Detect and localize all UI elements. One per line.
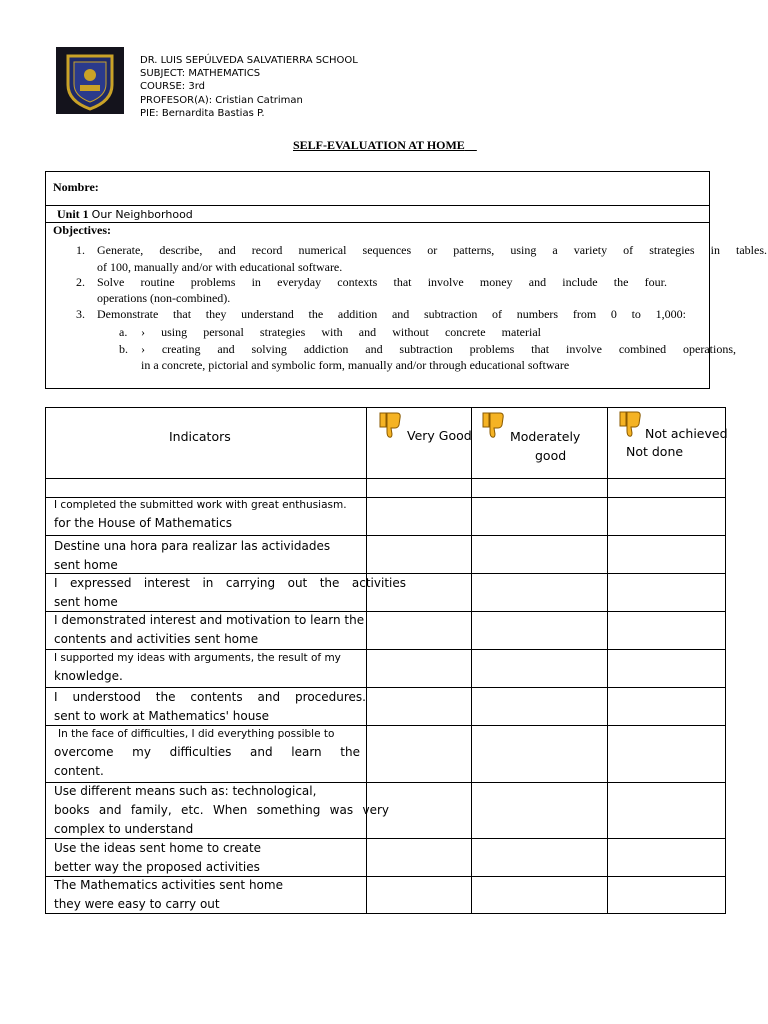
- indicator-text: Use the ideas sent home to create: [54, 841, 262, 855]
- table-row: [54, 688, 366, 726]
- thumbs-down-icon: [617, 410, 643, 438]
- table-border: [45, 535, 726, 536]
- indicator-text: overcome my difficulties and learn the: [54, 745, 360, 759]
- header-moderately-good: good: [535, 448, 567, 463]
- name-label: Nombre:: [53, 180, 99, 194]
- page-title: SELF-EVALUATION AT HOME: [293, 138, 465, 152]
- indicator-text: contents and activities sent home: [54, 632, 259, 646]
- indicator-text: knowledge.: [54, 669, 123, 683]
- table-row: [54, 839, 366, 877]
- indicator-text: better way the proposed activities: [54, 860, 260, 874]
- indicator-text: sent home: [54, 558, 118, 572]
- indicator-text: I expressed interest in carrying out the activities: [54, 576, 406, 590]
- indicator-text: I supported my ideas with arguments, the result of my: [54, 652, 341, 664]
- subject-line: SUBJECT: MATHEMATICS: [140, 68, 261, 79]
- table-row: [54, 574, 406, 612]
- indicator-text: I understood the contents and procedures.: [54, 690, 366, 704]
- sub-objective-text: › creating and solving addiction and subtraction problems that involve combined operations,: [141, 342, 736, 356]
- indicator-text: books and family, etc. When something was very: [54, 803, 389, 817]
- header-not-done: Not done: [626, 444, 684, 459]
- indicator-text: for the House of Mathematics: [54, 516, 232, 530]
- school-logo: [56, 47, 124, 114]
- teacher-line: PROFESOR(A): Cristian Catriman: [140, 95, 303, 106]
- indicator-text: I demonstrated interest and motivation to learn the: [54, 613, 365, 627]
- objective-text: Solve routine problems in everyday contexts that involve money and include the four.: [97, 275, 667, 289]
- unit-label: Unit 1: [57, 207, 89, 221]
- indicator-text: The Mathematics activities sent home: [54, 878, 283, 892]
- objectives-label: Objectives:: [53, 223, 111, 237]
- indicator-text: sent home: [54, 595, 118, 609]
- table-row: [54, 611, 366, 649]
- indicator-text: I completed the submitted work with great enthusiasm.: [54, 499, 347, 511]
- indicator-text: content.: [54, 764, 104, 778]
- indicator-text: sent to work at Mathematics' house: [54, 709, 269, 723]
- header-not-achieved: Not achieved: [645, 426, 728, 441]
- header-very-good: Very Good: [407, 428, 472, 443]
- sub-objective-letter: b.: [119, 342, 128, 356]
- sub-objective-letter: a.: [119, 325, 128, 339]
- objective-number: 1.: [76, 243, 85, 257]
- unit-row: [57, 206, 193, 223]
- school-name: DR. LUIS SEPÚLVEDA SALVATIERRA SCHOOL: [140, 55, 358, 66]
- indicator-text: Use different means such as: technological,: [54, 784, 317, 798]
- objective-text: operations (non-combined).: [97, 291, 231, 305]
- sub-objective-text: in a concrete, pictorial and symbolic form, manually and/or through educational software: [141, 358, 570, 372]
- indicator-text: Destine una hora para realizar las actividades: [54, 539, 331, 553]
- objective-number: 3.: [76, 307, 85, 321]
- table-row: [54, 537, 366, 575]
- sub-objective-text: › using personal strategies with and without concrete material: [141, 325, 541, 339]
- table-row: [54, 497, 366, 533]
- indicator-text: complex to understand: [54, 822, 194, 836]
- objective-text: of 100, manually and/or with educational software.: [97, 260, 343, 274]
- table-row: [54, 650, 366, 686]
- thumbs-down-icon: [480, 411, 506, 439]
- objective-text: Demonstrate that they understand the addition and subtraction of numbers from 0 to 1,000:: [97, 307, 686, 321]
- table-row: [54, 782, 389, 839]
- table-row: [54, 726, 366, 781]
- objective-number: 2.: [76, 275, 85, 289]
- table-border: [45, 478, 726, 479]
- pie-line: PIE: Bernardita Bastias P.: [140, 108, 265, 119]
- table-row: [54, 876, 366, 914]
- objective-text: Generate, describe, and record numerical sequences or patterns, using a variety of strategies in tables.: [97, 243, 767, 257]
- table-border: [45, 407, 726, 408]
- header-moderately-good: Moderately: [510, 429, 581, 444]
- header-indicators: Indicators: [169, 429, 231, 444]
- indicator-text: In the face of difficulties, I did everything possible to: [58, 728, 335, 740]
- indicator-text: they were easy to carry out: [54, 897, 220, 911]
- course-line: COURSE: 3rd: [140, 81, 205, 92]
- unit-name: Our Neighborhood: [91, 208, 193, 221]
- thumbs-down-icon: [377, 411, 403, 439]
